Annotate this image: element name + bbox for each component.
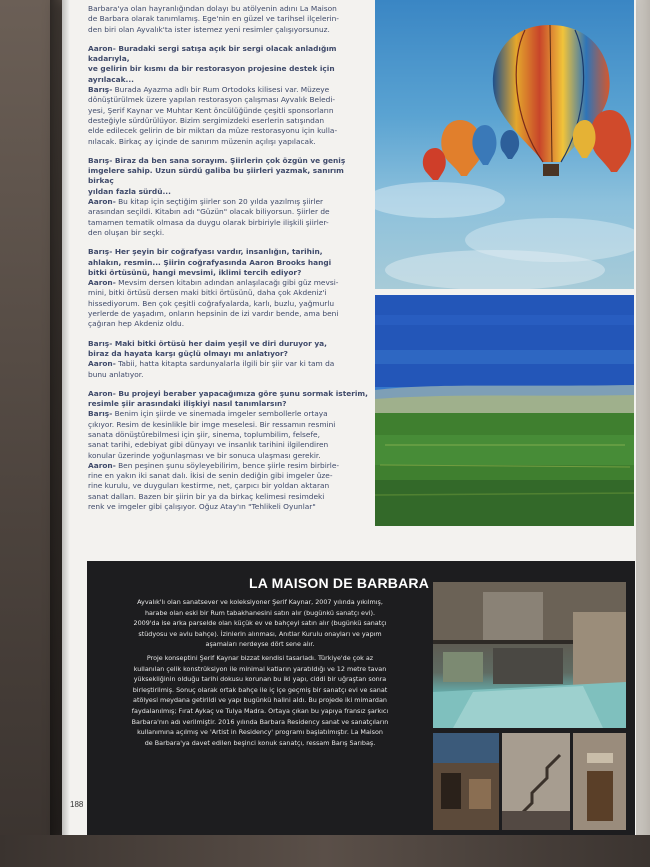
answer-line [88, 116, 368, 126]
line-text: dönüştürülmek üzere yapılan restorasyon çalışması Ayvalık Beledi- [88, 95, 336, 105]
box-line: Barbara'nın adı verilmiştir. 2016 yılında Barbara Residency sanat ve sanatçıların [131, 717, 389, 726]
speaker-label: Aaron- [88, 197, 116, 207]
line-text: bitki örtüsünü, hangi mevsimi, iklimi tercih ediyor? [88, 267, 302, 277]
answer-line [88, 409, 368, 419]
interview-paragraph [88, 247, 368, 329]
line-text: nılacak. Birkaç ay içinde de sanırım müzenin açılışı yapılacak. [88, 136, 316, 146]
question-line [88, 389, 368, 399]
answer-line [88, 370, 368, 380]
line-text: elde edilecek gelirin de bir miktarı da müze restorasyonu için kulla- [88, 126, 338, 136]
box-paragraph [109, 653, 411, 748]
box-title: LA MAISON DE BARBARA [249, 575, 430, 591]
question-line [88, 166, 368, 187]
line-text: imgelere sahip. Uzun sürdü galiba bu şiirleri yazmak, sanırım birkaç [88, 166, 344, 186]
magazine-page [62, 0, 636, 840]
speaker-label: Barış- [88, 85, 113, 95]
line-text: hissediyorum. Ben çok çeşitli coğrafyalarda, karlı, buzlu, yağmurlu [88, 298, 335, 308]
line-text: rine en yakın iki sanat dalı. İkisi de senin dediğin gibi imgeler üze- [88, 471, 333, 481]
interview-paragraph [88, 4, 368, 35]
box-line: kullanımına açılmış ve 'Artist in Residency' programı başlatılmıştır. La Maison [137, 728, 383, 737]
table-bottom [0, 835, 650, 867]
line-text: Barış- Biraz da ben sana sorayım. Şiirlerin çok özgün ve geniş [88, 155, 346, 165]
interior-photo-main [433, 582, 626, 728]
question-line [88, 64, 368, 85]
question-line [88, 187, 368, 197]
answer-line [88, 430, 368, 440]
line-text: Bu kitap için seçtiğim şiirler son 20 yılda yazılmış şiirler [115, 197, 324, 207]
box-paragraph [109, 597, 411, 650]
courtyard-photo-art [433, 733, 499, 830]
question-line [88, 349, 368, 359]
line-text: sanata dönüştürebilmesi için şiir, sinema, toplumbilim, felsefe, [88, 429, 320, 439]
question-line [88, 247, 368, 257]
box-line: Ayvalık'lı olan sanatsever ve koleksiyoner Şerif Kaynar, 2007 yılında yıkılmış, [137, 598, 383, 606]
box-line: de Barbara'ya davet edilen beşinci konuk sanatçı, ressam Barış Sarıbaş. [144, 738, 376, 747]
question-line [88, 156, 368, 166]
answer-line [88, 278, 368, 288]
box-text [109, 597, 411, 751]
line-text: ahlakın, resmin... Şiirin coğrafyasında Aaron Brooks hangi [88, 257, 332, 267]
line-text: Aaron- Buradaki sergi satışa açık bir sergi olacak anladığım kadarıyla, [88, 43, 337, 64]
line-text: desteğiyle sürdürülüyor. Bizim sergimizdeki eserlerin satışından [88, 115, 325, 125]
answer-line [88, 319, 368, 329]
answer-line [88, 228, 368, 238]
box-line: harabe olan eski bir Rum tabakhanesini satın alır (bugünkü sanatçı evi). [144, 608, 376, 617]
line-text: de Barbara olarak tanımlamış. Ege'nin en güzel ve tarihsel ilçelerin- [88, 14, 339, 24]
answer-line [88, 137, 368, 147]
answer-line [88, 95, 368, 105]
seascape-painting [375, 295, 634, 526]
line-text: Barış- Her şeyin bir coğrafyası vardır, insanlığın, tarihin, [88, 247, 323, 257]
interview-paragraph [88, 389, 368, 513]
question-line [88, 44, 368, 65]
line-text: sanat dalları. Bazen bir şiirin bir ya da birkaç kelimesi resimdeki [88, 491, 325, 501]
answer-line [88, 4, 368, 14]
answer-line [88, 207, 368, 217]
balloons-painting-art [375, 0, 634, 289]
answer-line [88, 440, 368, 450]
answer-line [88, 126, 368, 136]
line-text: Barbara'ya olan hayranlığından dolayı bu atölyenin adını La Maison [88, 4, 337, 13]
line-text: Burada Ayazma adlı bir Rum Ortodoks kilisesi var. Müzeye [112, 85, 330, 95]
box-line: faydalanılmış; Fırat Aykaç ve Tulya Madra. Ortaya çıkan bu yapıya fransız şarkıcı [131, 706, 389, 715]
answer-line [88, 451, 368, 461]
speaker-label: Aaron- [88, 460, 116, 470]
speaker-label: Aaron- [88, 278, 116, 288]
line-text: rine kurulu, ve duyguları kestirme, net, çarpıcı bir yoldan aktaran [88, 481, 330, 491]
exterior-door-photo-art [573, 733, 626, 830]
question-line [88, 268, 368, 278]
answer-line [88, 461, 368, 471]
line-text: mini, bitki örtüsü dersen maki bitki örtüsünü, daha çok Akdeniz'i [88, 288, 327, 298]
answer-line [88, 492, 368, 502]
line-text: Barış- Maki bitki örtüsü her daim yeşil ve diri duruyor ya, [88, 338, 327, 348]
box-line: yüksekliğinin olduğu tarihi dokusu korunan bu iki yapı, ciddi bir uğraştan sonra [133, 675, 387, 684]
line-text: resimle şiir arasındaki ilişkiyi nasıl tanımlarsın? [88, 399, 287, 409]
box-line: stüdyosu ve avlu bahçe). İzinlerin alınması, Anıtlar Kurulu onayları ve yapım [138, 629, 382, 638]
la-maison-de-barbara-box [87, 561, 635, 841]
box-line: 2009'da ise arka parselde olan küçük ev ve bahçeyi satın alır (bugünkü sanatçı [133, 619, 387, 628]
line-text: ve gelirin bir kısmı da bir restorasyon projesine destek için ayrılacak... [88, 64, 335, 84]
question-line [88, 258, 368, 268]
box-line: atölyesi meydana getirildi ve yapı bugünkü halini aldı. Bu projede iki mimardan [133, 696, 387, 705]
line-text: sanat tarihi, edebiyat gibi dünyayı ve insanlık tarihini ilgilendiren [88, 440, 329, 450]
staircase-photo-art [502, 733, 570, 830]
line-text: bunu anlatıyor. [88, 369, 144, 379]
courtyard-photo [433, 733, 499, 830]
answer-line [88, 471, 368, 481]
staircase-photo [502, 733, 570, 830]
answer-line [88, 420, 368, 430]
interview-text-column [88, 4, 368, 521]
interview-paragraph [88, 44, 368, 147]
answer-line [88, 85, 368, 95]
box-line: aşamaları nerdeyse dört sene alır. [205, 640, 315, 649]
question-line [88, 339, 368, 349]
line-text: yıldan fazla sürdü... [88, 186, 171, 196]
line-text: konular üzerinde yoğunlaşması ve bir sonuca ulaşması gerekir. [88, 450, 321, 460]
line-text: Aaron- Bu projeyi beraber yapacağımıza göre şunu sormak isterim, [88, 388, 368, 398]
line-text: biraz da hayata karşı güçlü olmayı mı anlatıyor? [88, 348, 288, 358]
speaker-label: Aaron- [88, 359, 116, 369]
line-text: den biri olan Ayvalık'ta ister istemez yeni resimler çalışıyorsunuz. [88, 24, 330, 34]
answer-line [88, 218, 368, 228]
answer-line [88, 25, 368, 35]
spine-shadow [50, 0, 70, 860]
answer-line [88, 106, 368, 116]
box-line: birleştirilmiş. Sonuç olarak ortak bahçe ile iç içe geçmiş bir sanatçı evi ve sanat [132, 685, 388, 694]
question-line [88, 399, 368, 409]
line-text: yerlerde de yaşadım, onların hepsinin de izi vardır bende, ama beni [88, 309, 339, 319]
line-text: Ben peşinen şunu söyleyebilirim, bence şiirle resim birbirle- [115, 460, 340, 470]
exterior-door-photo [573, 733, 626, 830]
line-text: Mevsim dersen kitabın adından anlaşılacağı gibi güz mevsi- [115, 278, 339, 288]
interview-paragraph [88, 339, 368, 380]
answer-line [88, 299, 368, 309]
seascape-painting-art [375, 295, 634, 526]
line-text: Tabii, hatta kitapta sardunyalarla ilgili bir şiir var ki tam da [115, 359, 335, 369]
answer-line [88, 502, 368, 512]
line-text: renk ve imgeler gibi çalışıyor. Oğuz Atay'ın "Tehlikeli Oyunlar" [88, 502, 316, 512]
line-text: çağıran hep Akdeniz oldu. [88, 319, 185, 329]
interview-paragraph [88, 156, 368, 238]
line-text: arasından seçildi. Kitabın adı "Güzün" olacak biliyorsun. Şiirler de [88, 207, 330, 217]
line-text: den oluşan bir seçki. [88, 227, 165, 237]
box-line: Proje konseptini Şerif Kaynar bizzat kendisi tasarladı. Türkiye'de çok az [146, 653, 374, 662]
line-text: tamamen tematik olmasa da duygu olarak birbiriyle ilişkili şiirler- [88, 217, 329, 227]
line-text: yesi, Şerif Kaynar ve Muhtar Kent öncülüğünde çeşitli sponsorların [88, 105, 334, 115]
line-text: çıkıyor. Resim de kesinlikle bir imge meselesi. Bir ressamın resmini [88, 419, 336, 429]
answer-line [88, 197, 368, 207]
answer-line [88, 288, 368, 298]
answer-line [88, 14, 368, 24]
balloons-painting [375, 0, 634, 289]
line-text: Benim için şiirde ve sinemada imgeler sembollerle ortaya [112, 409, 328, 419]
answer-line [88, 359, 368, 369]
page-number: 188 [70, 800, 84, 809]
interior-photo-main-art [433, 582, 626, 728]
speaker-label: Barış- [88, 409, 113, 419]
box-line: kullanılan çelik konstrüksiyon ile minimal katların yaratıldığı ve 12 metre tavan [133, 664, 387, 673]
answer-line [88, 481, 368, 491]
answer-line [88, 309, 368, 319]
